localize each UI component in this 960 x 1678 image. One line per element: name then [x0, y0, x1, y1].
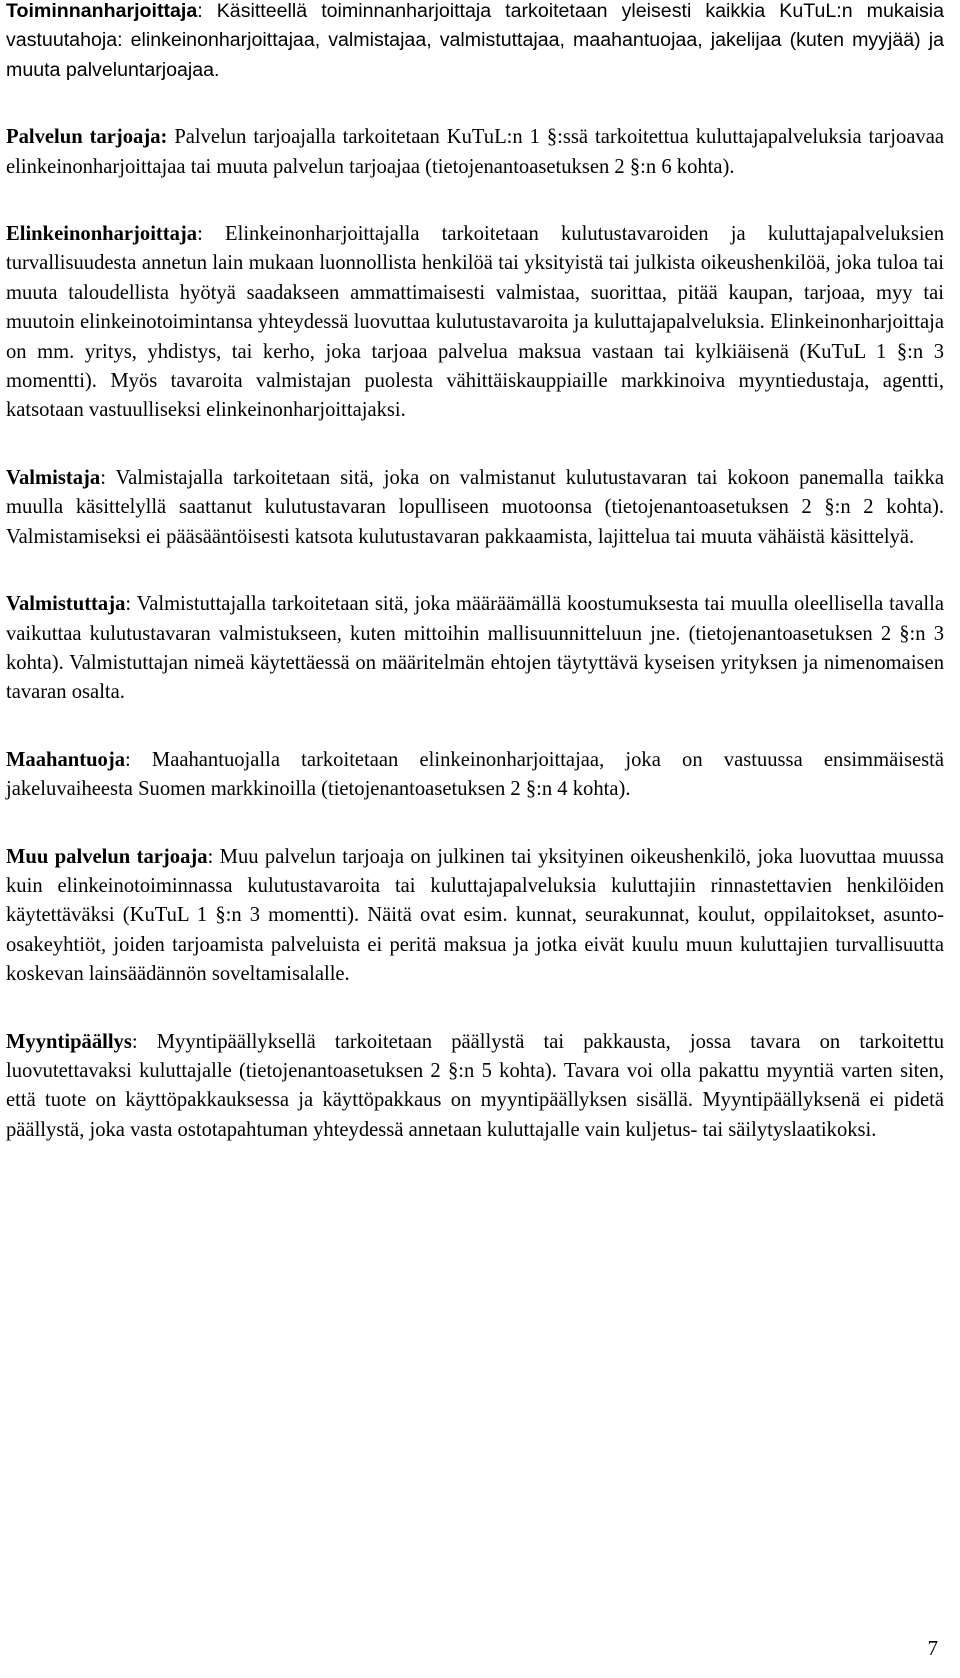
definition-myyntipaallys	[6, 1028, 944, 1146]
definition-valmistaja	[6, 464, 944, 552]
definition-text: Elinkeinonharjoittajalla tarkoitetaan kulutustavaroiden ja kuluttajapalveluksien turvallisuudesta annetun lain mukaan luonnollista henkilöä tai yksityistä tai julkista oikeushenkilöä, joka tuloa tai muuta taloudellista hyötyä saadakseen ammattimaisesti valmistaa, suorittaa, pitää kaupan, tarjoaa, myy tai muutoin elinkeinotoimintansa yhteydessä luovuttaa kulutustavaroita ja kuluttajapalveluksia. Elinkeinonharjoittaja on mm. yritys, yhdistys, tai kerho, joka tarjoaa palvelua maksua vastaan tai kylkiäisenä (KuTuL 1 §:n 3 momentti). Myös tavaroita valmistajan puolesta vähittäiskauppiaille markkinoiva myyntiedustaja, agentti, katsotaan vastuulliseksi elinkeinonharjoittajaksi.	[6, 223, 944, 422]
definition-separator: :	[100, 466, 106, 489]
definition-text: Valmistuttajalla tarkoitetaan sitä, joka määräämällä koostumuksesta tai muulla oleellisella tavalla vaikuttaa kulutustavaran valmistukseen, kuten mittoihin mallisuunnitteluun jne. (tietojenantoasetuksen 2 §:n 3 kohta). Valmistuttajan nimeä käytettäessä on määritelmän ehtojen täytyttävä kyseisen yrityksen ja nimenomaisen tavaran osalta.	[6, 593, 944, 704]
definition-separator: :	[125, 748, 131, 771]
definition-term: Muu palvelun tarjoaja	[6, 845, 208, 868]
definition-separator: :	[197, 0, 203, 22]
definition-term: Maahantuoja	[6, 748, 125, 771]
definition-term: Valmistaja	[6, 466, 101, 489]
definition-separator: :	[125, 593, 132, 616]
definition-valmistuttaja	[6, 590, 944, 708]
definition-text: Maahantuojalla tarkoitetaan elinkeinonharjoittajaa, joka on vastuussa ensimmäisestä jakeluvaiheesta Suomen markkinoilla (tietojenantoasetuksen 2 §:n 4 kohta).	[6, 748, 944, 801]
definition-muu-palvelun-tarjoaja	[6, 843, 944, 990]
definition-palvelun-tarjoaja	[6, 123, 944, 182]
definition-elinkeinonharjoittaja	[6, 220, 944, 426]
definition-text: Valmistajalla tarkoitetaan sitä, joka on valmistanut kulutustavaran tai kokoon panemalla taikka muulla käsittelyllä saattanut kulutustavaran lopulliseen muotoonsa (tietojenantoasetuksen 2 §:n 2 kohta). Valmistamiseksi ei pääsääntöisesti katsota kulutustavaran pakkaamista, lajittelua tai muuta vähäistä käsittelyä.	[6, 466, 944, 548]
definition-separator: :	[131, 1030, 138, 1053]
definition-separator: :	[197, 223, 203, 246]
definition-term: Palvelun tarjoaja:	[6, 126, 168, 149]
definition-text: Myyntipäällyksellä tarkoitetaan päällystä tai pakkausta, jossa tavara on tarkoitettu luovutettavaksi kuluttajalle (tietojenantoasetuksen 2 §:n 5 kohta). Tavara voi olla pakattu myyntiä varten siten, että tuote on käyttöpakkauksessa ja käyttöpakkaus on myyntipäällyksen sisällä. Myyntipäällyksenä ei pidetä päällystä, joka vasta ostotapahtuman yhteydessä annetaan kuluttajalle vain kuljetus- tai säilytyslaatikoksi.	[6, 1030, 944, 1141]
definition-maahantuoja	[6, 746, 944, 805]
page-number: 7	[927, 1636, 938, 1660]
definition-term: Valmistuttaja	[6, 593, 126, 616]
definition-term: Elinkeinonharjoittaja	[6, 223, 198, 246]
definition-text: Palvelun tarjoajalla tarkoitetaan KuTuL:n 1 §:ssä tarkoitettua kuluttajapalveluksia tarjoavaa elinkeinonharjoittajaa tai muuta palvelun tarjoajaa (tietojenantoasetuksen 2 §:n 6 kohta).	[6, 126, 944, 178]
definition-term: Myyntipäällys	[6, 1030, 132, 1053]
definition-separator: :	[207, 845, 214, 868]
definition-text: Muu palvelun tarjoaja on julkinen tai yksityinen oikeushenkilö, joka luovuttaa muussa kuin elinkeinotoiminnassa kulutustavaroita tai kuluttajapalveluksia kuluttajiin rinnastettavien henkilöiden käytettäväksi (KuTuL 1 §:n 3 momentti). Näitä ovat esim. kunnat, seurakunnat, koulut, oppilaitokset, asuntoosakeyhtiöt, joiden tarjoamista palveluista ei peritä maksua ja jotka eivät kuulu muun kuluttajien turvallisuutta koskevan lainsäädännön soveltamisalalle.	[6, 845, 944, 986]
definition-term: Toiminnanharjoittaja	[6, 0, 198, 22]
document-body	[6, 0, 944, 1183]
definition-text: Käsitteellä toiminnanharjoittaja tarkoitetaan yleisesti kaikkia KuTuL:n mukaisia vastuutahoja: elinkeinonharjoittajaa, valmistajaa, valmistuttajaa, maahantuojaa, jakelijaa (kuten myyjää) ja muuta palveluntarjoajaa.	[6, 0, 944, 81]
definition-toiminnanharjoittaja	[6, 0, 944, 85]
